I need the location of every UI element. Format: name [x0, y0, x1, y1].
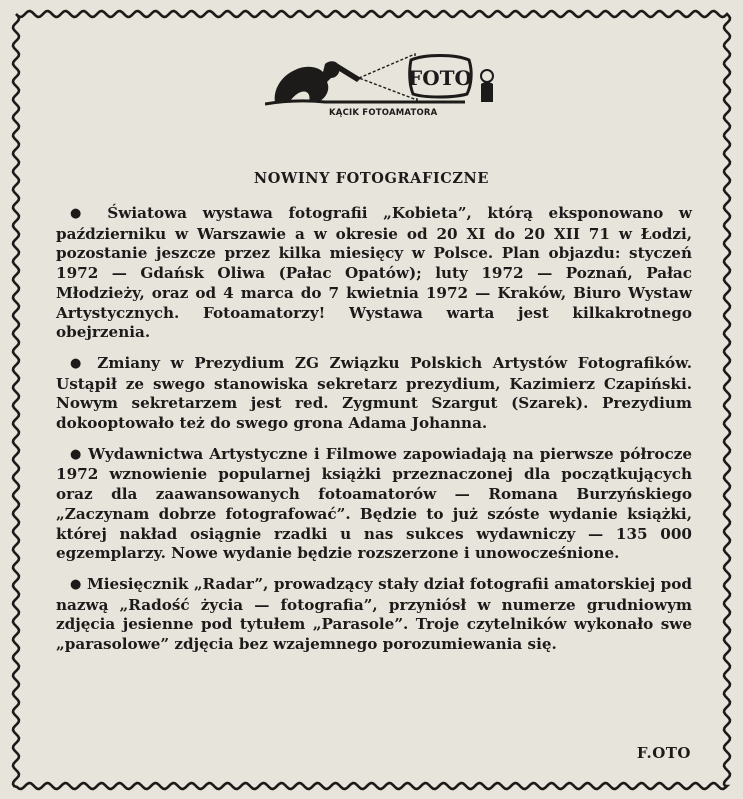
logo-photographer-illustration	[265, 52, 500, 132]
news-item-radar	[56, 575, 692, 655]
news-item-text: Wydawnictwa Artystyczne i Filmowe zapowiadają na pierwsze półrocze 1972 wznowienie popularnej książki przeznaczonej dla początkujących oraz dla zaawansowanych fotoamatorów — Romana Burzyńskiego „Zaczynam dobrze fotografować”. Będzie to już szóste wydanie książki, której nakład osiągnie rzadki u nas sukces wydawniczy — 135 000 egzemplarzy. Nowe wydanie będzie rozszerzone i unowocześnione.	[56, 444, 692, 563]
news-item-text: Zmiany w Prezydium ZG Związku Polskich Artystów Fotografików. Ustąpił ze swego stanowiska sekretarz prezydium, Kazimierz Czapiński. Nowym sekretarzem jest red. Zygmunt Szargut (Szarek). Prezydium dokooptowało też do swego grona Adama Johanna.	[56, 353, 692, 433]
article-body	[56, 204, 692, 666]
bullet-icon: ●	[70, 206, 92, 221]
logo-sign-text: FOTO	[408, 66, 472, 90]
news-item-publishing	[56, 445, 692, 564]
logo-caption: KĄCIK FOTOAMATORA	[329, 108, 438, 118]
bullet-icon: ●	[70, 576, 82, 592]
bullet-icon: ●	[70, 355, 87, 371]
news-item-exhibition	[56, 204, 692, 343]
news-item-presidium	[56, 354, 692, 434]
article-title: NOWINY FOTOGRAFICZNE	[253, 170, 490, 187]
author-signature: F.OTO	[636, 744, 691, 762]
news-item-text: Światowa wystawa fotografii „Kobieta”, którą eksponowano w październiku w Warszawie a w okresie od 20 XI do 20 XII 71 w Łodzi, pozostanie jeszcze przez kilka miesięcy w Polsce. Plan objazdu: styczeń 1972 — Gdańsk Oliwa (Pałac Opatów); luty 1972 — Poznań, Pałac Młodzieży, oraz od 4 marca do 7 kwietnia 1972 — Kraków, Biuro Wystaw Artystycznych. Fotoamatorzy! Wystawa warta jest kilkakrotnego obejrzenia.	[56, 204, 692, 342]
news-item-text: Miesięcznik „Radar”, prowadzący stały dział fotografii amatorskiej pod nazwą „Radość życia — fotografia”, przyniósł w numerze grudniowym zdjęcia jesienne pod tytułem „Parasole”. Troje czytelników wykonało swe „parasolowe” zdjęcia bez wzajemnego porozumiewania się.	[56, 574, 693, 654]
bullet-icon: ●	[70, 446, 83, 462]
